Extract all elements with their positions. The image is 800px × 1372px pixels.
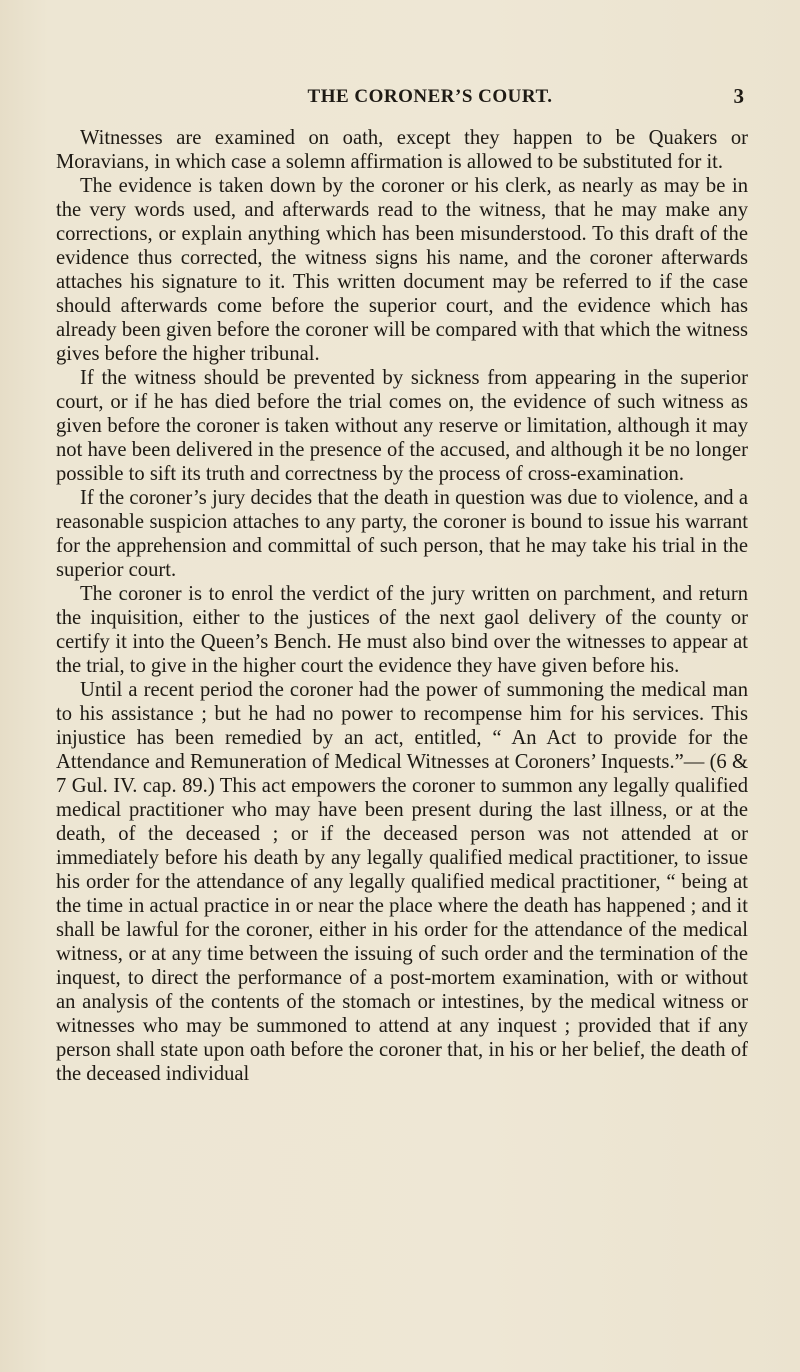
body-text [56,126,748,1086]
paragraph-medical-witness: Until a recent period the coroner had the power of summoning the medical man to his assistance ; but he had no power to recompense him for his services. This injustice has been remedied by an act, entitled, “ An Act to provide for the Attendance and Remuneration of Medical Witnesses at Coroners’ Inquests.”— (6 & 7 Gul. IV. cap. 89.) This act empowers the coroner to summon any legally qualified medical practitioner who may have been present during the last illness, or at the death, of the deceased ; or if the deceased person was not attended at or immediately before his death by any legally qualified medical practitioner, to issue his order for the attendance of any legally qualified medical practitioner, “ being at the time in actual practice in or near the place where the death has happened ; and it shall be lawful for the coroner, either in his order for the attendance of the medical witness, or at any time between the issuing of such order and the termination of the inquest, to direct the performance of a post-mortem examination, with or without an analysis of the contents of the stomach or intestines, by the medical witness or witnesses who may be summoned to attend at any inquest ; provided that if any person shall state upon oath before the coroner that, in his or her belief, the death of the deceased individual [56,679,748,1085]
page-header [88,86,748,112]
running-head: THE CORONER’S COURT. [307,86,553,107]
paragraph-evidence-taken: The evidence is taken down by the coroner or his clerk, as nearly as may be in the very words used, and afterwards read to the witness, that he may make any corrections, or explain anything which has been misunderstood. To this draft of the evidence thus corrected, the witness signs his name, and the coroner afterwards attaches his signature to it. This written document may be referred to if the case should afterwards come before the superior court, and the evidence which has already been given before the coroner will be compared with that which the witness gives before the higher tribunal. [56,175,748,365]
page-number: 3 [733,84,744,108]
paragraph-oath: Witnesses are examined on oath, except they happen to be Quakers or Moravians, in which case a solemn affirmation is allowed to be substituted for it. [56,127,748,173]
paragraph-jury-violence: If the coroner’s jury decides that the death in question was due to violence, and a reasonable suspicion attaches to any party, the coroner is bound to issue his warrant for the apprehension and committal of such person, that he may take his trial in the superior court. [56,487,748,581]
paragraph-witness-sickness: If the witness should be prevented by sickness from appearing in the superior court, or if he has died before the trial comes on, the evidence of such witness as given before the coroner is taken without any reserve or limitation, although it may not have been delivered in the presence of the accused, and although it be no longer possible to sift its truth and correctness by the process of cross-examination. [56,367,748,485]
paragraph-enrol-verdict: The coroner is to enrol the verdict of the jury written on parchment, and return the inquisition, either to the justices of the next gaol delivery of the county or certify it into the Queen’s Bench. He must also bind over the witnesses to appear at the trial, to give in the higher court the evidence they have given before his. [56,583,748,677]
